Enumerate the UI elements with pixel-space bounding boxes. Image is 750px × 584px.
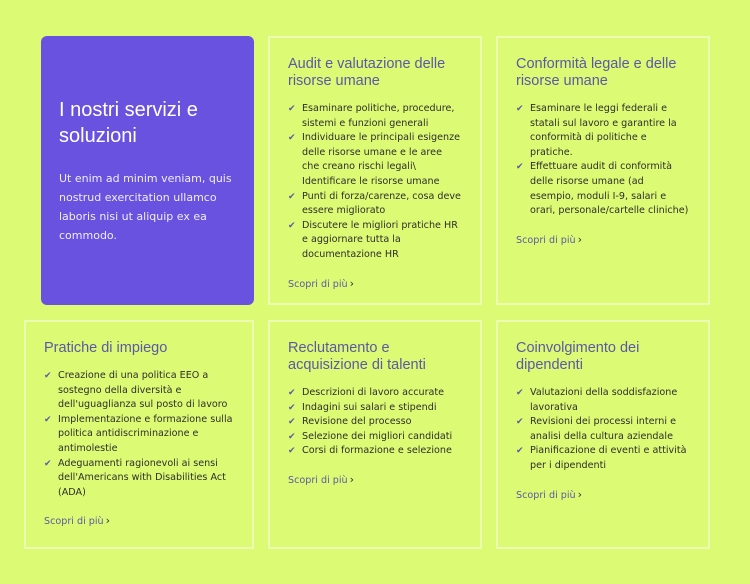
learn-more-link[interactable] <box>516 233 582 246</box>
check-icon: ✔ <box>516 162 524 173</box>
check-icon: ✔ <box>516 104 524 114</box>
item-text: Revisioni dei processi interni e analisi della cultura aziendale <box>530 416 676 442</box>
check-icon: ✔ <box>516 417 524 428</box>
item-text: Implementazione e formazione sulla politica antidiscriminazione e antimolestie <box>58 413 233 454</box>
learn-more-link[interactable] <box>44 514 110 527</box>
chevron-right-icon: › <box>349 276 355 290</box>
list-item <box>288 401 462 416</box>
item-text: Individuare le principali esigenze delle risorse umane e le aree che creano rischi legali\ Identificare le risorse umane <box>302 132 461 187</box>
check-icon: ✔ <box>288 104 296 114</box>
item-text: Indagini sui salari e stipendi <box>302 401 437 413</box>
card-title: Conformità legale e delle risorse umane <box>516 56 677 89</box>
hero-title: I nostri servizi e soluzioni <box>59 98 198 147</box>
feature-list <box>516 386 690 474</box>
list-item <box>288 131 462 189</box>
card-title: Coinvolgimento dei dipendenti <box>516 340 640 373</box>
list-item <box>516 415 690 444</box>
learn-more-link[interactable] <box>288 473 354 486</box>
list-item <box>288 415 462 430</box>
check-icon: ✔ <box>288 388 296 398</box>
learn-more-label: Scopri di più <box>288 278 348 290</box>
list-item <box>288 444 462 459</box>
check-icon: ✔ <box>44 414 52 425</box>
item-text: Corsi di formazione e selezione <box>302 445 452 457</box>
chevron-right-icon: › <box>349 472 355 486</box>
feature-list <box>44 369 234 500</box>
list-item <box>516 102 690 160</box>
chevron-right-icon: › <box>105 514 111 528</box>
card-title: Pratiche di impiego <box>44 340 168 356</box>
check-icon: ✔ <box>288 431 296 442</box>
list-item <box>516 444 690 473</box>
check-icon: ✔ <box>288 446 296 457</box>
learn-more-label: Scopri di più <box>288 474 348 486</box>
list-item <box>288 430 462 445</box>
item-text: Esaminare le leggi federali e statali sul lavoro e garantire la conformità di politiche e pratiche. <box>530 103 677 158</box>
service-card <box>24 320 254 549</box>
learn-more-label: Scopri di più <box>44 516 104 528</box>
item-text: Effettuare audit di conformità delle risorse umane (ad esempio, moduli I-9, salari e orari, personale/cartelle cliniche) <box>530 161 689 217</box>
list-item <box>44 369 234 413</box>
check-icon: ✔ <box>516 446 524 457</box>
item-text: Pianificazione di eventi e attività per i dipendenti <box>530 445 687 471</box>
list-item <box>44 457 234 501</box>
item-text: Selezione dei migliori candidati <box>302 430 453 442</box>
item-text: Valutazioni della soddisfazione lavorativa <box>530 387 678 413</box>
feature-list <box>288 102 462 263</box>
item-text: Creazione di una politica EEO a sostegno della diversità e dell'uguaglianza sul posto di lavoro <box>58 370 228 411</box>
list-item <box>44 413 234 457</box>
check-icon: ✔ <box>288 191 296 202</box>
card-title: Reclutamento e acquisizione di talenti <box>288 340 426 373</box>
learn-more-label: Scopri di più <box>516 234 576 246</box>
item-text: Adeguamenti ragionevoli ai sensi dell'Americans with Disabilities Act (ADA) <box>58 457 226 498</box>
feature-list <box>288 386 462 459</box>
item-text: Revisione del processo <box>302 416 412 428</box>
learn-more-link[interactable] <box>516 488 582 501</box>
check-icon: ✔ <box>44 458 52 469</box>
hero-card <box>41 36 254 305</box>
check-icon: ✔ <box>288 133 296 144</box>
hero-text: Ut enim ad minim veniam, quis nostrud exercitation ullamco laboris nisi ut aliquip ex ea commodo. <box>59 171 232 242</box>
learn-more-link[interactable] <box>288 277 354 290</box>
list-item <box>288 386 462 401</box>
service-card <box>268 320 482 549</box>
check-icon: ✔ <box>288 402 296 413</box>
item-text: Discutere le migliori pratiche HR e aggiornare tutta la documentazione HR <box>302 219 458 260</box>
chevron-right-icon: › <box>577 487 583 501</box>
check-icon: ✔ <box>288 220 296 231</box>
item-text: Esaminare politiche, procedure, sistemi e funzioni generali <box>302 103 455 129</box>
item-text: Descrizioni di lavoro accurate <box>302 387 445 398</box>
service-card <box>496 36 710 305</box>
check-icon: ✔ <box>44 371 52 381</box>
service-card <box>496 320 710 549</box>
check-icon: ✔ <box>516 388 524 398</box>
list-item <box>516 386 690 415</box>
learn-more-label: Scopri di più <box>516 489 576 501</box>
service-card <box>268 36 482 305</box>
list-item <box>288 219 462 263</box>
list-item <box>288 102 462 131</box>
feature-list <box>516 102 690 219</box>
item-text: Punti di forza/carenze, cosa deve essere migliorato <box>302 190 461 217</box>
card-title: Audit e valutazione delle risorse umane <box>288 56 446 89</box>
list-item <box>288 190 462 219</box>
check-icon: ✔ <box>288 417 296 428</box>
list-item <box>516 160 690 218</box>
chevron-right-icon: › <box>577 232 583 246</box>
